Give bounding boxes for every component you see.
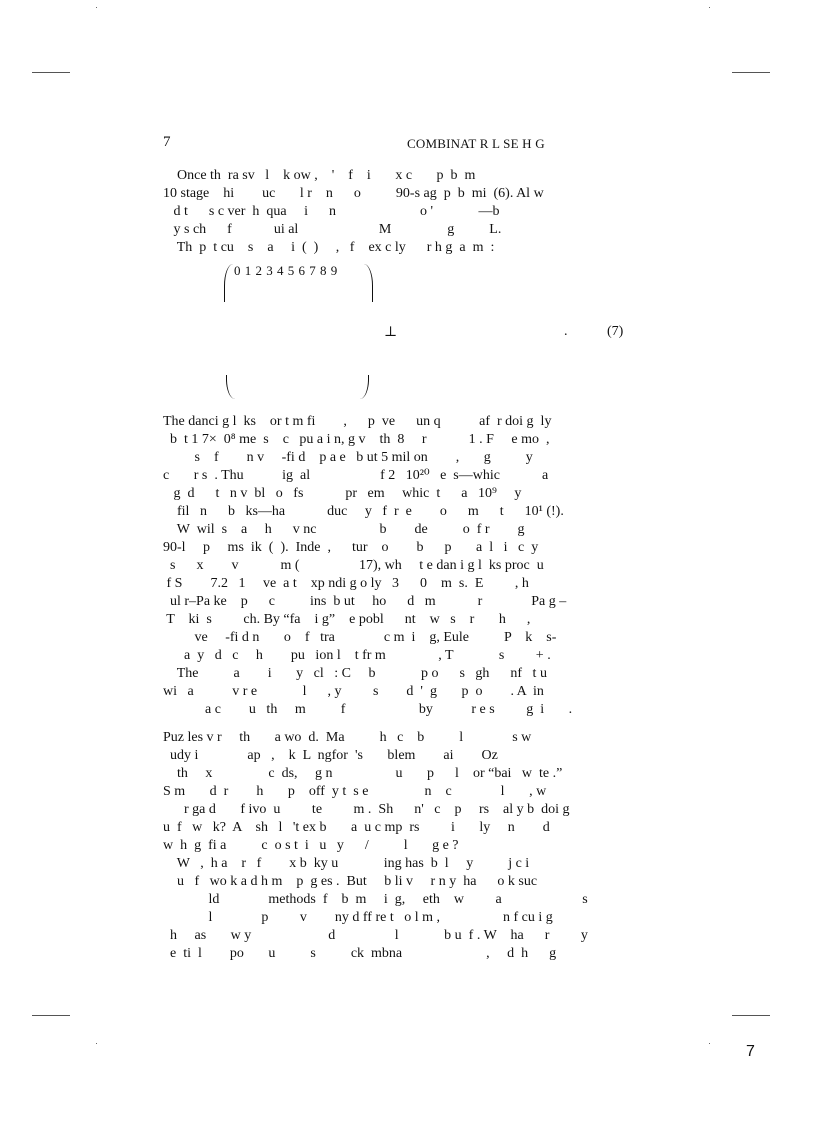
text-line: r ga d f ivo u te m . Sh n' c p rs al y b doi g xyxy=(163,802,570,817)
text-line: f S 7.2 1 ve a t xp ndi g o ly 3 0 m s. E , h xyxy=(163,576,529,591)
text-line: d t s c ver h qua i n o ' —b xyxy=(163,204,500,219)
matrix-header-row: 0 1 2 3 4 5 6 7 8 9 xyxy=(234,263,338,278)
text-line: a c u th m f by r e s g i . xyxy=(163,702,573,717)
text-line: ld methods f b m i g, eth w a s xyxy=(163,892,588,907)
text-line: s x v m ( 17), wh t e dan i g l ks proc u xyxy=(163,558,544,573)
text-line: udy i ap , k L ngfor 's blem ai Oz xyxy=(163,748,498,763)
crop-mark-top-right xyxy=(732,72,770,73)
text-line: wi a v r e l , y s d ' g p o . A in xyxy=(163,684,544,699)
text-line: e ti l po u s ck mbna , d h g xyxy=(163,946,557,961)
text-line: l p v ny d ff re t o l m , n f cu i g xyxy=(163,910,553,925)
text-line: Th p t cu s a i ( ) , f ex c ly r h g a m : xyxy=(163,240,495,255)
running-title: COMBINAT R L SE H G xyxy=(407,136,545,151)
text-line: th x c ds, g n u p l or “bai w te .” xyxy=(163,766,563,781)
text-line: u f wo k a d h m p g es . But b li v r n y ha o k suc xyxy=(163,874,538,889)
text-line: 90-l p ms ik ( ). Inde , tur o b p a l i c y xyxy=(163,540,539,555)
header-page-number: 7 xyxy=(163,134,171,150)
text-line: w h g fi a c o s t i u y / l g e ? xyxy=(163,838,459,853)
running-header xyxy=(163,134,626,152)
perp-symbol: ⊥ xyxy=(384,325,398,340)
text-line: W wil s a h v nc b de o f r g xyxy=(163,522,525,537)
text-line: a y d c h pu ion l t fr m , T s + . xyxy=(163,648,551,663)
crop-mark-top-left xyxy=(32,72,70,73)
text-line: The a i y cl : C b p o s gh nf t u xyxy=(163,666,547,681)
left-paren-bottom xyxy=(226,375,235,399)
text-line: ve -fi d n o f tra c m i g, Eule P k s- xyxy=(163,630,557,645)
registration-dot xyxy=(709,1043,710,1044)
equation-number: (7) xyxy=(607,324,624,339)
text-line: fil n b ks—ha duc y f r e o m t 10¹ (!). xyxy=(163,504,564,519)
text-line: Puz les v r th a wo d. Ma h c b l s w xyxy=(163,730,532,745)
registration-dot xyxy=(709,7,710,8)
right-paren-bottom xyxy=(360,375,369,399)
text-line: Once th ra sv l k ow , ' f i x c p b m xyxy=(163,168,476,183)
equation-period: . xyxy=(564,324,568,339)
text-line: u f w k? A sh l 't ex b a u c mp rs i ly n d xyxy=(163,820,550,835)
text-line: 10 stage hi uc l r n o 90-s ag p b mi (6). Al w xyxy=(163,186,544,201)
text-line: S m d r h p off y t s e n c l , w xyxy=(163,784,547,799)
text-line: T ki s ch. By “fa i g” e pobl nt w s r h , xyxy=(163,612,531,627)
registration-dot xyxy=(96,7,97,8)
text-line: The danci g l ks or t m fi , p ve un q af r doi g ly xyxy=(163,414,552,429)
text-line: W , h a r f x b ky u ing has b l y j c i xyxy=(163,856,530,871)
text-line: y s ch f ui al M g L. xyxy=(163,222,502,237)
text-line: b t 1 7× 0⁸ me s c pu a i n, g v th 8 r 1 . F e mo , xyxy=(163,432,550,447)
text-line: g d t n v bl o fs pr em whic t a 10⁹ y xyxy=(163,486,522,501)
registration-dot xyxy=(96,1043,97,1044)
text-line: h as w y d l b u f . W ha r y xyxy=(163,928,588,943)
text-line: s f n v -fi d p a e b ut 5 mil on , g y xyxy=(163,450,533,465)
left-paren-top xyxy=(224,264,233,302)
crop-mark-bottom-left xyxy=(32,1015,70,1016)
matrix xyxy=(224,258,374,398)
text-line: ul r–Pa ke p c ins b ut ho d m r Pa g – xyxy=(163,594,567,609)
footer-page-number: 7 xyxy=(746,1043,755,1060)
crop-mark-bottom-right xyxy=(732,1015,770,1016)
right-paren-top xyxy=(364,264,373,302)
text-line: c r s . Thu ig al f 2 10²⁰ e s—whic a xyxy=(163,468,549,483)
